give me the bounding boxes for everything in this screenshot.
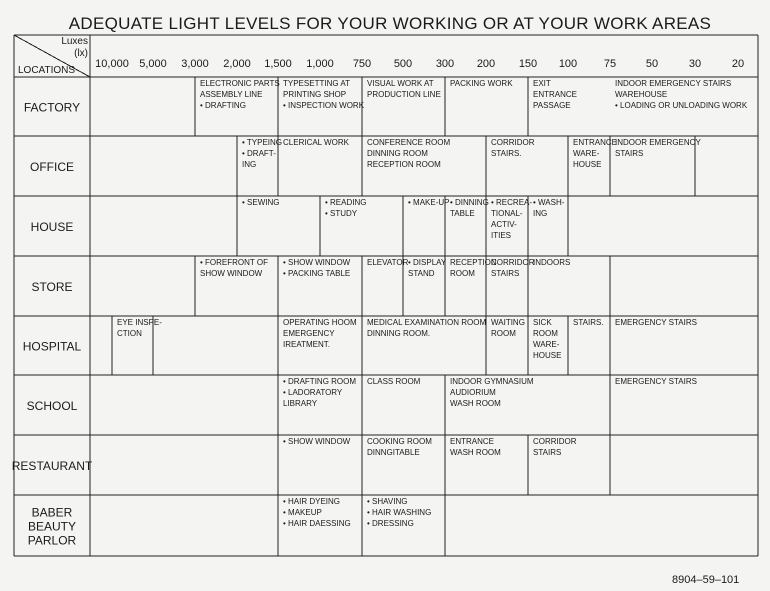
- activity-text: EYE INSPE-: [117, 318, 162, 327]
- activity-text: • PACKING TABLE: [283, 269, 351, 278]
- activity-text: ROOM: [450, 269, 475, 278]
- location-label: PARLOR: [27, 533, 77, 548]
- scale-value: 75: [603, 58, 617, 70]
- activity-text: ENTRANCE: [450, 437, 495, 446]
- scale-value: 750: [352, 58, 372, 70]
- activity-text: HOUSE: [533, 351, 562, 360]
- scale-value: 50: [645, 58, 659, 70]
- activity-text: WASH ROOM: [450, 448, 501, 457]
- activity-text: ENTRANCE: [533, 90, 578, 99]
- activity-text: LIBRARY: [283, 399, 318, 408]
- activity-text: CORRIDOR: [491, 258, 535, 267]
- activity-text: ITIES: [491, 231, 512, 240]
- activity-text: ELEVATOR: [367, 258, 409, 267]
- activity-text: STAIRS.: [491, 149, 522, 158]
- scale-value: 150: [518, 58, 538, 70]
- activity-text: TYPESETTING AT: [283, 79, 350, 88]
- scale-value: 500: [393, 58, 413, 70]
- activity-text: STAIRS: [491, 269, 520, 278]
- activity-text: • MAKE-UP: [408, 198, 450, 207]
- activity-text: ENTRANCE: [573, 138, 618, 147]
- activity-text: CONFERENCE ROOM: [367, 138, 451, 147]
- activity-text: • WASH-: [533, 198, 565, 207]
- activity-text: PACKING WORK: [450, 79, 513, 88]
- activity-text: CTION: [117, 329, 142, 338]
- activity-text: CLERICAL WORK: [283, 138, 349, 147]
- activity-text: • TYPEING: [242, 138, 282, 147]
- activity-text: INDOOR EMERGENCY: [615, 138, 701, 147]
- activity-text: EMERGENCY STAIRS: [615, 318, 697, 327]
- locations-label: LOCATIONS: [18, 65, 76, 76]
- activity-text: • DRAFTING ROOM: [283, 377, 357, 386]
- activity-text: AUDIORIUM: [450, 388, 496, 397]
- activity-text: • MAKEUP: [283, 508, 322, 517]
- location-label: STORE: [31, 280, 73, 294]
- activity-text: HOUSE: [573, 160, 602, 169]
- activity-text: STAIRS: [615, 149, 644, 158]
- activity-text: INDOOR EMERGENCY STAIRS: [615, 79, 732, 88]
- activity-text: • DRAFTING: [200, 101, 246, 110]
- activity-text: ROOM: [491, 329, 516, 338]
- activity-text: • HAIR DYEING: [283, 497, 341, 506]
- activity-text: STAND: [408, 269, 435, 278]
- location-label: SCHOOL: [26, 399, 78, 413]
- activity-text: STAIRS: [533, 448, 562, 457]
- location-label: HOUSE: [30, 220, 74, 234]
- activity-text: • SHOW WINDOW: [283, 437, 351, 446]
- activity-text: EXIT: [533, 79, 551, 88]
- activity-text: • DRESSING: [367, 519, 414, 528]
- scale-value: 20: [731, 58, 745, 70]
- activity-text: EMERGENCY: [283, 329, 335, 338]
- scale-value: 100: [558, 58, 578, 70]
- activity-text: • DRAFT-: [242, 149, 276, 158]
- activity-text: PRINTING SHOP: [283, 90, 347, 99]
- location-label: BABER: [31, 505, 73, 520]
- scale-value: 30: [688, 58, 702, 70]
- activity-text: INDOORS: [533, 258, 571, 267]
- activity-text: • LOADING OR UNLOADING WORK: [615, 101, 748, 110]
- activity-text: • HAIR DAESSING: [283, 519, 351, 528]
- scale-value: 2,000: [223, 58, 251, 70]
- location-label: BEAUTY: [27, 519, 77, 534]
- location-label: RESTAURANT: [11, 459, 93, 473]
- activity-text: SHOW WINDOW: [200, 269, 263, 278]
- activity-text: WAREHOUSE: [615, 90, 668, 99]
- activity-text: DINNING ROOM: [367, 149, 428, 158]
- activity-text: • SEWING: [242, 198, 280, 207]
- activity-text: OPERATING HOOM: [283, 318, 357, 327]
- scale-value: 3,000: [181, 58, 209, 70]
- activity-text: RECEPTION ROOM: [367, 160, 441, 169]
- activity-text: VISUAL WORK AT: [367, 79, 434, 88]
- activity-text: TABLE: [450, 209, 475, 218]
- scale-value: 1,500: [264, 58, 292, 70]
- activity-text: EMERGENCY STAIRS: [615, 377, 697, 386]
- activity-text: ELECTRONIC PARTS: [200, 79, 280, 88]
- units-label-abbrev: (lx): [74, 48, 88, 59]
- activity-text: • RECREA-: [491, 198, 533, 207]
- activity-text: WARE-: [573, 149, 600, 158]
- activity-text: • FOREFRONT OF: [200, 258, 268, 267]
- activity-text: ROOM: [533, 329, 558, 338]
- activity-text: RECEPTION: [450, 258, 497, 267]
- activity-text: • LADORATORY: [283, 388, 343, 397]
- scale-value: 1,000: [306, 58, 334, 70]
- activity-text: STAIRS.: [573, 318, 604, 327]
- activity-text: WARE-: [533, 340, 560, 349]
- activity-text: CORRIDOR: [491, 138, 535, 147]
- activity-text: CLASS ROOM: [367, 377, 421, 386]
- activity-text: WASH ROOM: [450, 399, 501, 408]
- activity-text: PASSAGE: [533, 101, 571, 110]
- activity-text: ASSEMBLY LINE: [200, 90, 263, 99]
- activity-text: • INSPECTION WORK: [283, 101, 365, 110]
- scale-value: 5,000: [139, 58, 167, 70]
- activity-text: WAITING: [491, 318, 525, 327]
- activity-text: • STUDY: [325, 209, 358, 218]
- activity-text: DINNGITABLE: [367, 448, 420, 457]
- location-label: HOSPITAL: [22, 339, 82, 354]
- activity-text: ING: [533, 209, 548, 218]
- location-label: FACTORY: [23, 100, 81, 115]
- activity-text: • HAIR WASHING: [367, 508, 432, 517]
- scale-value: 300: [435, 58, 455, 70]
- activity-text: DINNING ROOM.: [367, 329, 431, 338]
- scale-value: 200: [476, 58, 496, 70]
- activity-text: • DISPLAY: [408, 258, 447, 267]
- activity-text: • READING: [325, 198, 367, 207]
- activity-text: • DINNING: [450, 198, 489, 207]
- activity-text: • SHAVING: [367, 497, 408, 506]
- scale-value: 10,000: [95, 58, 129, 70]
- location-label: OFFICE: [30, 160, 74, 174]
- activity-text: CORRIDOR: [533, 437, 577, 446]
- activity-text: ACTIV-: [491, 220, 517, 229]
- activity-text: COOKING ROOM: [367, 437, 432, 446]
- activity-text: PRODUCTION LINE: [367, 90, 441, 99]
- activity-text: • SHOW WINDOW: [283, 258, 351, 267]
- page-title: ADEQUATE LIGHT LEVELS FOR YOUR WORKING OR AT YOUR WORK AREAS: [68, 14, 712, 33]
- document-code: 8904–59–101: [672, 574, 740, 586]
- activity-text: SICK: [533, 318, 552, 327]
- units-label: Luxes: [61, 36, 88, 47]
- activity-text: INDOOR GYMNASIUM: [450, 377, 534, 386]
- activity-text: IREATMENT.: [283, 340, 330, 349]
- activity-text: TIONAL-: [491, 209, 523, 218]
- activity-text: ING: [242, 160, 257, 169]
- activity-text: MEDICAL EXAMINATION ROOM: [367, 318, 487, 327]
